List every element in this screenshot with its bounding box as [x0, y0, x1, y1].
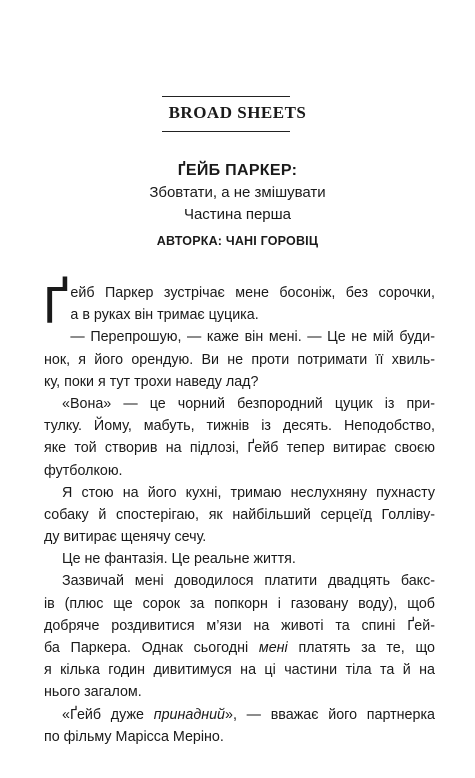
- body-text-span: », — вважає його партнерка: [225, 706, 435, 723]
- drop-cap: Ґ: [43, 277, 69, 335]
- body-text-span: ба Паркера. Однак сьогодні: [44, 640, 249, 656]
- body-line: а в руках він тримає цуцика.: [70, 307, 259, 324]
- body-line: — Перепрошую, — каже він мені. — Це не мій буди-: [70, 329, 435, 346]
- body-line: ду витирає щенячу сечу.: [44, 529, 207, 546]
- body-line: [44, 704, 435, 726]
- article-title: ҐЕЙБ ПАРКЕР:: [177, 162, 298, 179]
- section-title: BROAD SHEETS: [168, 103, 307, 122]
- article-subtitle: Збовтати, а не змішувати: [149, 184, 326, 201]
- body-line: Я стою на його кухні, тримаю неслухняну пухнасту: [62, 484, 435, 501]
- bottom-rule: [162, 131, 290, 132]
- top-rule: [162, 96, 290, 97]
- emphasis-text: мені: [258, 640, 288, 656]
- body-text-span: платять за те, що: [298, 640, 435, 656]
- body-line: по фільму Марісса Меріно.: [44, 728, 224, 745]
- article-part: Частина перша: [183, 206, 292, 223]
- body-line: нього загалом.: [44, 684, 142, 701]
- body-line: ку, поки я тут трохи наведу лад?: [44, 373, 259, 390]
- body-text-span: «Ґейб дуже: [62, 706, 144, 723]
- article-heading: [0, 160, 475, 226]
- body-line: нок, я його орендую. Ви не проти потримати її хвиль-: [44, 351, 435, 368]
- article-byline: АВТОРКА: ЧАНІ ГОРОВІЦ: [156, 234, 319, 248]
- body-line: добряче роздивитися м’язи на животі та спині Ґей-: [44, 617, 435, 634]
- body-line: [44, 637, 435, 659]
- article-body: [43, 277, 435, 748]
- emphasis-text: принадний: [153, 706, 225, 723]
- body-line: ів (плюс ще сорок за попкорн і газовану воду), щоб: [44, 595, 435, 612]
- body-line: яке той створив на підлозі, Ґейб тепер витирає своєю: [44, 440, 435, 457]
- body-line: «Вона» — це чорний безпородний цуцик із при-: [62, 395, 435, 412]
- body-line: собаку й спостерігаю, як найбільший серцеїд Голліву-: [44, 506, 435, 523]
- body-line: футболкою.: [44, 462, 123, 479]
- body-line: тулку. Йому, мабуть, тижнів із десять. Неподобство,: [44, 418, 435, 435]
- body-line: ейб Паркер зустрічає мене босоніж, без сорочки,: [70, 285, 435, 301]
- body-line: я кілька годин дивитимуся на ці частини тіла та й на: [44, 662, 435, 679]
- body-line: Це не фантазія. Це реальне життя.: [62, 551, 296, 568]
- body-line: Зазвичай мені доводилося платити двадцять бакс-: [62, 573, 435, 590]
